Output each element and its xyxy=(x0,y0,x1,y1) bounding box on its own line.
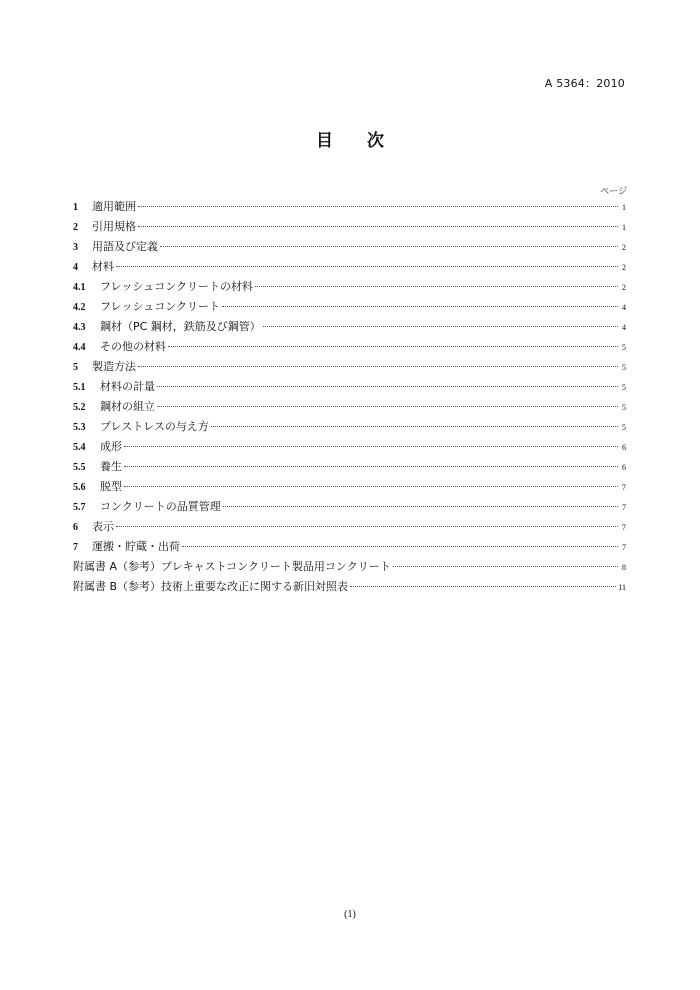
toc-number: 5.3 xyxy=(73,422,86,433)
toc-number: 5.1 xyxy=(73,382,86,393)
toc-label: 養生 xyxy=(100,460,122,473)
toc-label: 材料の計量 xyxy=(100,380,155,393)
toc-row[interactable] xyxy=(73,537,626,557)
toc-leader xyxy=(138,226,618,227)
toc-label: 引用規格 xyxy=(92,220,136,233)
toc-row[interactable] xyxy=(73,297,626,317)
toc-row[interactable] xyxy=(73,417,626,437)
toc-number: 3 xyxy=(73,242,78,253)
toc-label: 表示 xyxy=(92,520,114,533)
page-column-header: ページ xyxy=(600,187,627,197)
toc-label: 材料 xyxy=(92,260,114,273)
toc-number: 4.4 xyxy=(73,342,86,353)
toc-label: 運搬・貯蔵・出荷 xyxy=(92,540,180,553)
toc-label: プレストレスの与え方 xyxy=(100,420,209,433)
toc-row[interactable] xyxy=(73,317,626,337)
toc-label: フレッシュコンクリート xyxy=(100,300,221,313)
toc-page: 6 xyxy=(622,443,626,452)
toc-page: 5 xyxy=(622,363,626,372)
toc-leader xyxy=(160,246,618,247)
toc-label: コンクリートの品質管理 xyxy=(100,500,221,513)
toc-row[interactable] xyxy=(73,257,626,277)
toc-page: 7 xyxy=(622,503,626,512)
toc-number: 5.2 xyxy=(73,402,86,413)
toc-row[interactable] xyxy=(73,217,626,237)
toc-number: 5 xyxy=(73,362,78,373)
toc-page: 2 xyxy=(622,263,626,272)
toc-page: 8 xyxy=(622,563,626,572)
toc-leader xyxy=(157,386,618,387)
toc-row[interactable] xyxy=(73,477,626,497)
toc-number: 4 xyxy=(73,262,78,273)
toc-leader xyxy=(211,426,618,427)
toc-label: 附属書 A（参考）プレキャストコンクリート製品用コンクリート xyxy=(73,560,391,573)
toc-label: その他の材料 xyxy=(100,340,166,353)
toc-label: 脱型 xyxy=(100,480,122,493)
toc-number: 5.7 xyxy=(73,502,86,513)
toc-label: 製造方法 xyxy=(92,360,136,373)
toc-leader xyxy=(116,526,618,527)
page-number: (1) xyxy=(344,909,356,920)
toc-row[interactable] xyxy=(73,277,626,297)
toc-row[interactable] xyxy=(73,237,626,257)
toc-leader xyxy=(124,446,618,447)
toc-leader xyxy=(138,366,618,367)
toc-page: 4 xyxy=(622,323,626,332)
toc-number: 5.5 xyxy=(73,462,86,473)
page-title: 目 次 xyxy=(316,131,398,151)
toc-row[interactable] xyxy=(73,397,626,417)
toc-row[interactable] xyxy=(73,377,626,397)
table-of-contents xyxy=(73,197,626,597)
toc-page: 4 xyxy=(622,303,626,312)
document-id: A 5364：2010 xyxy=(544,77,625,90)
toc-number: 6 xyxy=(73,522,78,533)
toc-label: 鋼材（PC 鋼材，鉄筋及び鋼管） xyxy=(100,320,261,333)
toc-page: 11 xyxy=(618,583,626,592)
toc-leader xyxy=(393,566,618,567)
toc-label: 成形 xyxy=(100,440,122,453)
toc-leader xyxy=(138,206,618,207)
toc-page: 5 xyxy=(622,343,626,352)
toc-number: 5.4 xyxy=(73,442,86,453)
toc-leader xyxy=(263,326,618,327)
toc-page: 1 xyxy=(622,203,626,212)
toc-leader xyxy=(168,346,618,347)
toc-row[interactable] xyxy=(73,337,626,357)
toc-page: 5 xyxy=(622,403,626,412)
toc-leader xyxy=(157,406,618,407)
toc-label: フレッシュコンクリートの材料 xyxy=(100,280,254,293)
toc-label: 適用範囲 xyxy=(92,200,136,213)
toc-page: 2 xyxy=(622,283,626,292)
toc-page: 7 xyxy=(622,483,626,492)
toc-leader xyxy=(124,486,618,487)
toc-number: 5.6 xyxy=(73,482,86,493)
toc-leader xyxy=(124,466,618,467)
toc-number: 4.3 xyxy=(73,322,86,333)
toc-label: 用語及び定義 xyxy=(92,240,158,253)
toc-page: 6 xyxy=(622,463,626,472)
toc-page: 5 xyxy=(622,423,626,432)
toc-page: 7 xyxy=(622,543,626,552)
toc-leader xyxy=(350,586,616,587)
toc-label: 鋼材の組立 xyxy=(100,400,155,413)
toc-number: 4.1 xyxy=(73,282,86,293)
toc-row[interactable] xyxy=(73,357,626,377)
toc-leader xyxy=(116,266,618,267)
toc-leader xyxy=(222,306,618,307)
toc-leader xyxy=(223,506,618,507)
toc-page: 1 xyxy=(622,223,626,232)
toc-row[interactable] xyxy=(73,517,626,537)
toc-row[interactable] xyxy=(73,497,626,517)
toc-row[interactable] xyxy=(73,437,626,457)
toc-page: 2 xyxy=(622,243,626,252)
toc-annex-row[interactable] xyxy=(73,577,626,597)
toc-label: 附属書 B（参考）技術上重要な改正に関する新旧対照表 xyxy=(73,580,349,593)
toc-annex-row[interactable] xyxy=(73,557,626,577)
toc-leader xyxy=(255,286,618,287)
toc-page: 7 xyxy=(622,523,626,532)
toc-page: 5 xyxy=(622,383,626,392)
toc-number: 2 xyxy=(73,222,78,233)
toc-number: 7 xyxy=(73,542,78,553)
toc-row[interactable] xyxy=(73,457,626,477)
toc-number: 4.2 xyxy=(73,302,86,313)
toc-row[interactable] xyxy=(73,197,626,217)
toc-number: 1 xyxy=(73,202,78,213)
toc-leader xyxy=(182,546,618,547)
